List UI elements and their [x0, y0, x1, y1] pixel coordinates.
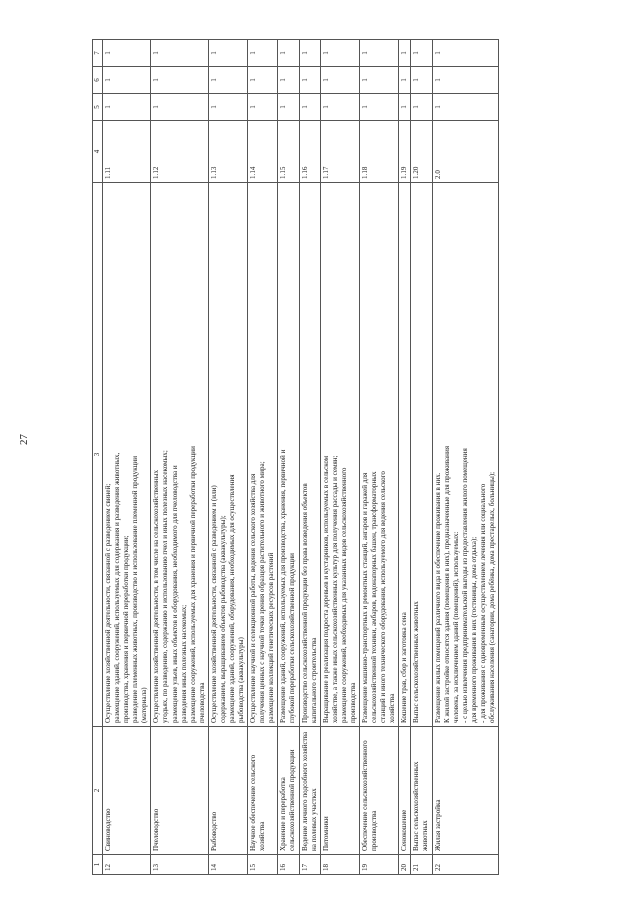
row-number-cell: 12 [102, 855, 150, 875]
value-cell: 1 [208, 67, 247, 94]
column-header: 3 [93, 183, 103, 727]
table-row [102, 40, 150, 875]
table-row [399, 40, 411, 875]
value-cell: 1 [411, 40, 432, 67]
description-line: содержанием, выращиванием объектов рыбоводства (аквакультуры); [218, 515, 227, 723]
use-code-cell: 1.17 [320, 121, 359, 183]
table-row [151, 40, 208, 875]
use-name-cell: Свиноводство [102, 727, 150, 855]
use-code-cell: 1.15 [278, 121, 299, 183]
description-line: размещение коллекций генетических ресурсов растений [267, 552, 276, 723]
description-line: размещение зданий, сооружений, используемых для содержания и разведения животных, [113, 452, 122, 723]
description-line: Производство сельскохозяйственной продукции без права возведения объектов [300, 483, 309, 723]
table-row [299, 40, 320, 875]
description-line: станций и иного технического оборудования, используемого для ведения сельского [379, 471, 388, 723]
value-cell: 1 [399, 67, 411, 94]
row-number-cell: 14 [208, 855, 247, 875]
use-name-cell: Хранение и переработка сельскохозяйственной продукции [278, 727, 299, 855]
value-cell: 1 [278, 94, 299, 121]
use-name-cell: Питомники [320, 727, 359, 855]
use-description-cell [399, 183, 411, 727]
value-cell: 1 [411, 67, 432, 94]
row-number-cell: 21 [411, 855, 432, 875]
value-cell: 1 [151, 40, 208, 67]
value-cell: 1 [102, 94, 150, 121]
description-line: угодьях, по разведению, содержанию и использованию пчел и иных полезных насекомых; [161, 450, 170, 723]
value-cell: 1 [359, 94, 398, 121]
column-header: 2 [93, 727, 103, 855]
use-description-cell [102, 183, 150, 727]
table-row [359, 40, 398, 875]
row-number-cell: 22 [432, 855, 499, 875]
description-line: Выпас сельскохозяйственных животных [412, 601, 421, 723]
value-cell: 1 [102, 40, 150, 67]
description-line: пчеловодства [197, 682, 206, 723]
description-line: глубокой переработки сельскохозяйственной продукции [288, 553, 297, 723]
use-description-cell [411, 183, 432, 727]
column-header: 7 [93, 40, 103, 67]
description-line: производства, хранения и первичной переработки продукции; [122, 535, 131, 723]
use-code-cell: 1.14 [248, 121, 278, 183]
use-description-cell [248, 183, 278, 727]
land-use-table-sheet [92, 40, 612, 875]
use-name-cell: Пчеловодство [151, 727, 208, 855]
use-code-cell: 1.13 [208, 121, 247, 183]
description-line: разведение племенных животных, производство и использование племенной продукции [131, 455, 140, 723]
description-line: Размещение машинно-транспортных и ремонтных станций, ангаров и гаражей для [360, 472, 369, 723]
description-line: капитального строительства [309, 637, 318, 723]
use-description-cell [299, 183, 320, 727]
description-line: обслуживания населения (санатории, дома ребёнка, дома престарелых, больницы); [488, 471, 496, 723]
description-line: рыбоводства (аквакультуры) [237, 637, 246, 723]
table-body [102, 40, 498, 875]
use-name-cell: Рыбоводство [208, 727, 247, 855]
description-line: - с целью извлечения предпринимательской выгоды из предоставления жилого помещения [460, 448, 469, 723]
row-number-cell: 18 [320, 855, 359, 875]
use-code-cell: 1.16 [299, 121, 320, 183]
use-description-cell [320, 183, 359, 727]
table-row [208, 40, 247, 875]
column-header: 4 [93, 121, 103, 183]
use-description-cell [151, 183, 208, 727]
row-number-cell: 17 [299, 855, 320, 875]
use-name-cell: Научное обеспечение сельского хозяйства [248, 727, 278, 855]
value-cell: 1 [399, 94, 411, 121]
use-code-cell: 1.18 [359, 121, 398, 183]
table-row [248, 40, 278, 875]
use-name-cell: Жилая застройка [432, 727, 499, 855]
description-line: сельскохозяйственной техники, амбаров, водонапорных башен, трансформаторных [370, 471, 379, 723]
use-code-cell: 1.12 [151, 121, 208, 183]
row-number-cell: 16 [278, 855, 299, 875]
use-name-cell: Сенокошение [399, 727, 411, 855]
use-description-cell [359, 183, 398, 727]
description-line: размещение сооружений, используемых для хранения и первичной переработки продукции [188, 446, 197, 723]
description-line: размещение ульев, иных объектов и оборудования, необходимого для пчеловодства и [170, 465, 179, 723]
description-line: разведения иных полезных насекомых; [179, 604, 188, 723]
column-header: 1 [93, 855, 103, 875]
description-line: Осуществление хозяйственной деятельности, связанной с разведением свиней; [103, 483, 112, 723]
column-header: 5 [93, 94, 103, 121]
description-line: размещение сооружений, необходимых для указанных видов сельскохозяйственного [339, 467, 348, 723]
description-line: Размещение зданий, сооружений, используемых для производства, хранения, первичной и [279, 449, 288, 723]
use-code-cell: 2.0 [432, 121, 499, 183]
description-line: Кошение трав, сбор и заготовка сена [400, 612, 409, 723]
description-line: человека, за исключением зданий (помещений), используемых: [451, 531, 460, 723]
use-description-cell [208, 183, 247, 727]
description-line: Осуществление хозяйственной деятельности, в том числе на сельскохозяйственных [152, 469, 161, 723]
description-line: производства [348, 682, 357, 723]
description-line: К жилой застройке относятся здания (помещения в них), предназначенные для проживания [442, 445, 451, 723]
use-description-cell [278, 183, 299, 727]
description-line: Выращивание и реализация подроста деревьев и кустарников, используемых в сельском [321, 455, 330, 723]
use-code-cell: 1.19 [399, 121, 411, 183]
description-line: (материала) [140, 687, 149, 723]
value-cell: 1 [278, 67, 299, 94]
column-number-row [93, 40, 103, 875]
row-number-cell: 15 [248, 855, 278, 875]
value-cell: 1 [278, 40, 299, 67]
value-cell: 1 [411, 94, 432, 121]
value-cell: 1 [248, 94, 278, 121]
value-cell: 1 [320, 94, 359, 121]
table-row [320, 40, 359, 875]
description-line: Размещение жилых помещений различного вида и обеспечение проживания в них. [433, 472, 442, 723]
table-row [432, 40, 499, 875]
description-line: Осуществление научной и селекционной работы, ведения сельского хозяйства для [249, 473, 258, 723]
value-cell: 1 [151, 67, 208, 94]
value-cell: 1 [399, 40, 411, 67]
value-cell: 1 [320, 40, 359, 67]
table-row [411, 40, 432, 875]
description-line: Осуществление хозяйственной деятельности, связанной с разведением и (или) [209, 485, 218, 723]
value-cell: 1 [359, 67, 398, 94]
value-cell: 1 [248, 67, 278, 94]
use-name-cell: Ведение личного подсобного хозяйства на полевых участках [299, 727, 320, 855]
value-cell: 1 [320, 67, 359, 94]
column-header: 6 [93, 67, 103, 94]
value-cell: 1 [299, 67, 320, 94]
value-cell: 1 [248, 40, 278, 67]
value-cell: 1 [432, 94, 499, 121]
description-line: получения ценных с научной точки зрения образцов растительного и животного мира; [258, 461, 267, 723]
value-cell: 1 [432, 40, 499, 67]
value-cell: 1 [299, 94, 320, 121]
description-line: для временного проживания в них (гостиницы, дома отдыха); [469, 536, 478, 723]
row-number-cell: 20 [399, 855, 411, 875]
value-cell: 1 [432, 67, 499, 94]
row-number-cell: 19 [359, 855, 398, 875]
use-name-cell: Выпас сельскохозяйственных животных [411, 727, 432, 855]
table-row [278, 40, 299, 875]
page-number: 27 [18, 434, 30, 445]
description-line: хозяйстве, а также иных сельскохозяйственных культур для получения рассады и семян; [330, 455, 339, 723]
description-line: размещение зданий, сооружений, оборудования, необходимых для осуществления [227, 474, 236, 723]
value-cell: 1 [359, 40, 398, 67]
value-cell: 1 [208, 94, 247, 121]
value-cell: 1 [299, 40, 320, 67]
description-line: - для проживания с одновременным осуществлением лечения или социального [478, 483, 487, 723]
value-cell: 1 [102, 67, 150, 94]
value-cell: 1 [208, 40, 247, 67]
use-name-cell: Обеспечение сельскохозяйственного производства [359, 727, 398, 855]
row-number-cell: 13 [151, 855, 208, 875]
land-use-table [92, 39, 499, 875]
value-cell: 1 [151, 94, 208, 121]
use-code-cell: 1.11 [102, 121, 150, 183]
description-line: хозяйства [388, 693, 397, 723]
use-description-cell [432, 183, 499, 727]
use-code-cell: 1.20 [411, 121, 432, 183]
